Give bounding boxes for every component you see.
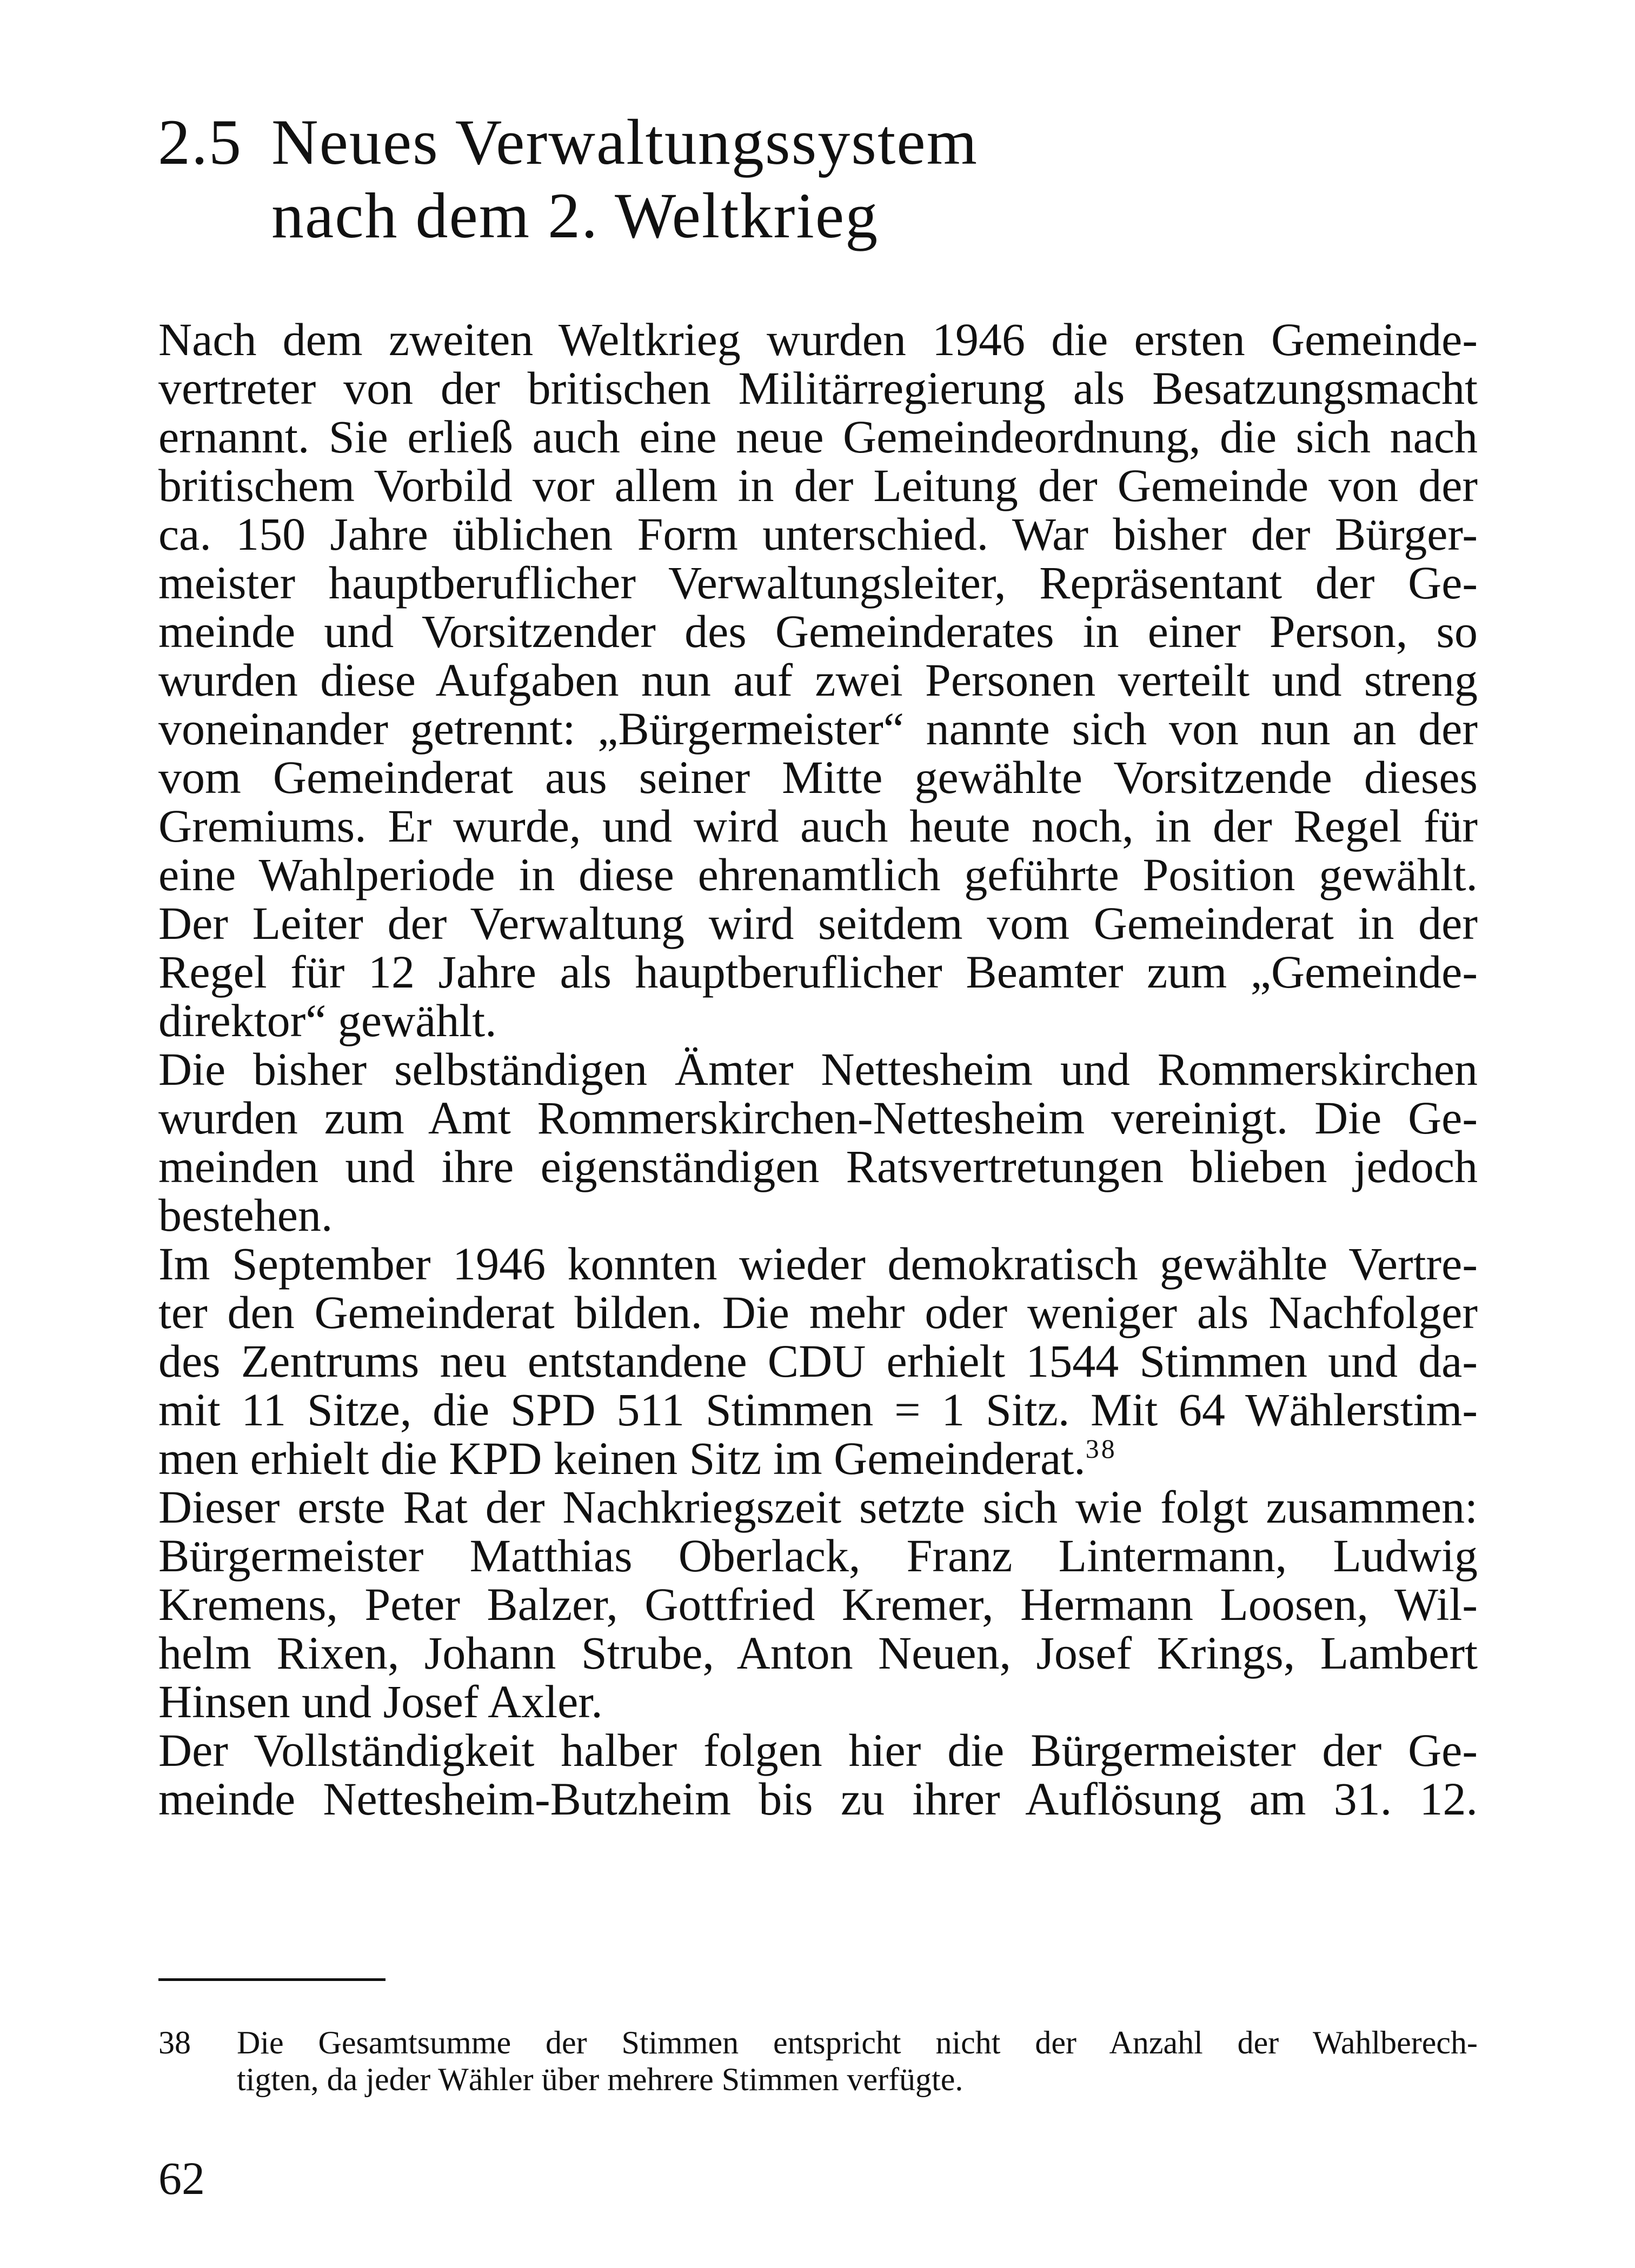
section-heading — [158, 105, 978, 252]
text-line: meister hauptberuflicher Verwaltungsleiter, Repräsentant der Ge- — [158, 557, 1478, 609]
text-line: voneinander getrennt: „Bürgermeister“ nannte sich von nun an der — [158, 703, 1478, 755]
section-title-line-2: nach dem 2. Weltkrieg — [271, 179, 879, 251]
footnote-divider — [158, 1978, 386, 1981]
text-line: britischem Vorbild vor allem in der Leitung der Gemeinde von der — [158, 459, 1478, 511]
body-text — [158, 315, 1478, 1823]
text-line: mit 11 Sitze, die SPD 511 Stimmen = 1 Sitz. Mit 64 Wählerstim- — [158, 1384, 1478, 1436]
text-line: Kremens, Peter Balzer, Gottfried Kremer, Hermann Loosen, Wil- — [158, 1578, 1478, 1630]
text-line: wurden diese Aufgaben nun auf zwei Personen verteilt und streng — [158, 654, 1478, 706]
text-line: meinde Nettesheim-Butzheim bis zu ihrer Auflösung am 31. 12. — [158, 1773, 1478, 1825]
text-line: Der Leiter der Verwaltung wird seitdem vom Gemeinderat in der — [158, 897, 1478, 949]
text-line: Nach dem zweiten Weltkrieg wurden 1946 die ersten Gemeinde- — [158, 313, 1478, 365]
text-line: helm Rixen, Johann Strube, Anton Neuen, Josef Krings, Lambert — [158, 1627, 1478, 1679]
text-line: eine Wahlperiode in diese ehrenamtlich geführte Position gewählt. — [158, 849, 1478, 900]
text-line: bestehen. — [158, 1189, 333, 1241]
text-line: wurden zum Amt Rommerskirchen-Nettesheim vereinigt. Die Ge- — [158, 1092, 1478, 1144]
text-line: Der Vollständigkeit halber folgen hier die Bürgermeister der Ge- — [158, 1724, 1478, 1776]
text-line: Hinsen und Josef Axler. — [158, 1676, 603, 1727]
text-line: ca. 150 Jahre üblichen Form unterschied. War bisher der Bürger- — [158, 508, 1478, 560]
text-line: ter den Gemeinderat bilden. Die mehr oder weniger als Nachfolger — [158, 1286, 1478, 1338]
page-number: 62 — [158, 2152, 205, 2204]
footnote-number: 38 — [158, 2025, 191, 2060]
section-number: 2.5 — [158, 106, 242, 178]
text-line: direktor“ gewählt. — [158, 995, 497, 1046]
footnote-text — [237, 2024, 1478, 2098]
footnote-line: tigten, da jeder Wähler über mehrere Stimmen verfügte. — [237, 2062, 963, 2097]
text-line: meinde und Vorsitzender des Gemeinderates in einer Person, so — [158, 605, 1478, 657]
footnote-line: Die Gesamtsumme der Stimmen entspricht nicht der Anzahl der Wahlberech- — [237, 2025, 1478, 2060]
text-line: Im September 1946 konnten wieder demokratisch gewählte Vertre- — [158, 1238, 1478, 1290]
text-line: vom Gemeinderat aus seiner Mitte gewählte Vorsitzende dieses — [158, 751, 1478, 803]
text-line-with-footnote — [158, 1434, 1478, 1483]
footnote — [158, 2024, 1478, 2098]
text-line: Die bisher selbständigen Ämter Nettesheim und Rommerskirchen — [158, 1043, 1478, 1095]
footnote-reference: 38 — [1085, 1433, 1117, 1464]
text-line: Dieser erste Rat der Nachkriegszeit setzte sich wie folgt zusammen: — [158, 1481, 1478, 1533]
text-line: Bürgermeister Matthias Oberlack, Franz Lintermann, Ludwig — [158, 1530, 1478, 1582]
text-line: vertreter von der britischen Militärregierung als Besatzungsmacht — [158, 362, 1478, 414]
text-line: ernannt. Sie erließ auch eine neue Gemeindeordnung, die sich nach — [158, 411, 1478, 463]
text-line: men erhielt die KPD keinen Sitz im Gemeinderat. — [158, 1432, 1086, 1484]
text-line: Regel für 12 Jahre als hauptberuflicher Beamter zum „Gemeinde- — [158, 946, 1478, 998]
text-line: Gremiums. Er wurde, und wird auch heute noch, in der Regel für — [158, 800, 1478, 852]
text-line: des Zentrums neu entstandene CDU erhielt 1544 Stimmen und da- — [158, 1335, 1478, 1387]
text-line: meinden und ihre eigenständigen Ratsvertretungen blieben jedoch — [158, 1140, 1478, 1192]
section-title-line-1: Neues Verwaltungssystem — [271, 106, 978, 178]
